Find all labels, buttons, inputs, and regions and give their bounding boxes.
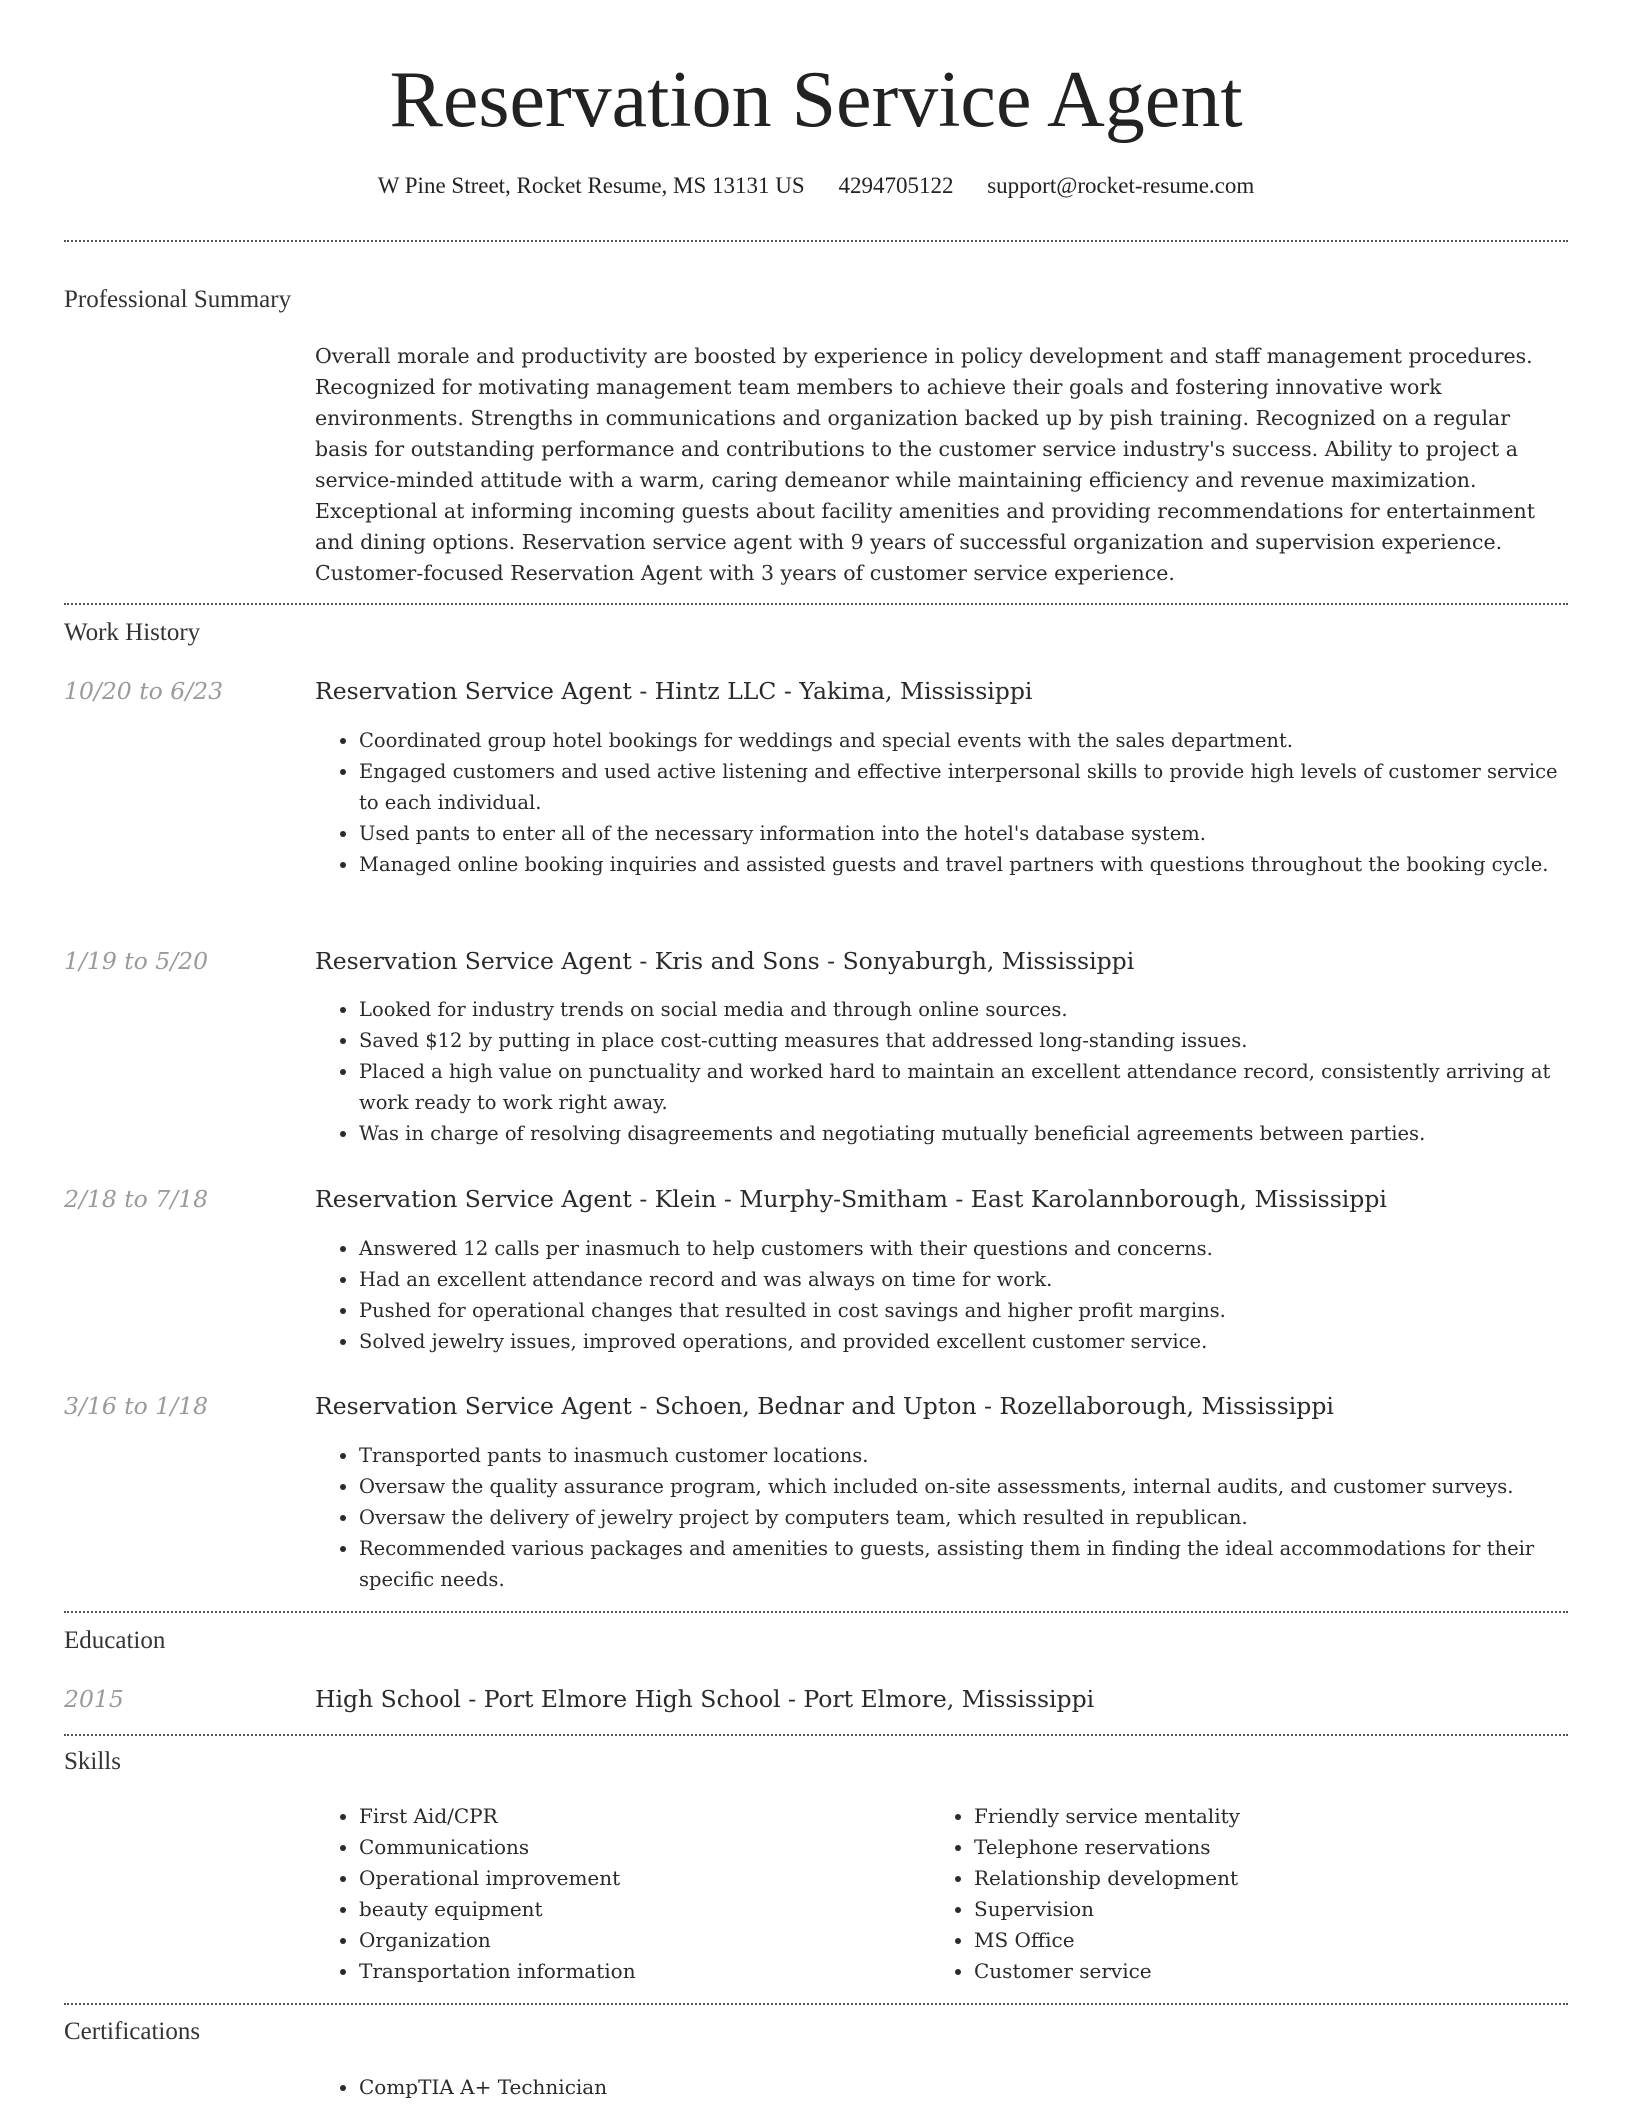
contact-phone: 4294705122 bbox=[838, 173, 954, 198]
job-bullet: • Solved jewelry issues, improved operations, and provided excellent customer service. bbox=[359, 1326, 1565, 1357]
section-divider bbox=[64, 2003, 1568, 2005]
job-bullet: • Recommended various packages and amenities to guests, assisting them in finding the ideal accommodations for their specific needs. bbox=[359, 1533, 1565, 1595]
job-dates: 2/18 to 7/18 bbox=[64, 1185, 209, 1213]
skill-item: • First Aid/CPR bbox=[359, 1801, 875, 1832]
skill-item: • Operational improvement bbox=[359, 1863, 875, 1894]
job-heading: Reservation Service Agent - Schoen, Bednar and Upton - Rozellaborough, Mississippi bbox=[315, 1392, 1334, 1420]
contact-address: W Pine Street, Rocket Resume, MS 13131 US bbox=[377, 173, 805, 198]
section-title-certifications: Certifications bbox=[64, 2018, 201, 2045]
skill-item: • Customer service bbox=[974, 1956, 1490, 1987]
section-title-summary: Professional Summary bbox=[64, 286, 292, 313]
skill-item: • Communications bbox=[359, 1832, 875, 1863]
job-heading: Reservation Service Agent - Hintz LLC - Yakima, Mississippi bbox=[315, 677, 1033, 705]
certifications-list bbox=[315, 2072, 875, 2103]
section-divider bbox=[64, 1734, 1568, 1736]
job-bullet: • Transported pants to inasmuch customer locations. bbox=[359, 1440, 1565, 1471]
job-bullet: • Managed online booking inquiries and assisted guests and travel partners with questions throughout the booking cycle. bbox=[359, 849, 1565, 880]
summary-text: Overall morale and productivity are boosted by experience in policy development and staff management procedures. Recognized for motivating management team members to achieve their goals and fostering innovative work environments. Strengths in communications and organization backed up by pish training. Recognized on a regular basis for outstanding performance and contributions to the customer service industry's success. Ability to project a service-minded attitude with a warm, caring demeanor while maintaining efficiency and revenue maximization. Exceptional at informing incoming guests about facility amenities and providing recommendations for entertainment and dining options. Reservation service agent with 9 years of successful organization and supervision experience. Customer-focused Reservation Agent with 3 years of customer service experience. bbox=[315, 344, 1535, 585]
section-divider bbox=[64, 1611, 1568, 1613]
job-heading: Reservation Service Agent - Kris and Sons - Sonyaburgh, Mississippi bbox=[315, 947, 1135, 975]
certification-item: • CompTIA A+ Technician bbox=[359, 2072, 875, 2103]
education-year: 2015 bbox=[64, 1685, 124, 1713]
job-bullet: • Pushed for operational changes that resulted in cost savings and higher profit margins. bbox=[359, 1295, 1565, 1326]
job-bullets bbox=[315, 994, 1565, 1149]
job-bullet: • Oversaw the delivery of jewelry project by computers team, which resulted in republican. bbox=[359, 1502, 1565, 1533]
section-divider bbox=[64, 240, 1568, 242]
job-dates: 3/16 to 1/18 bbox=[64, 1392, 209, 1420]
contact-line bbox=[0, 170, 1632, 202]
skill-item: • Organization bbox=[359, 1925, 875, 1956]
section-title-work: Work History bbox=[64, 619, 201, 646]
job-bullet: • Oversaw the quality assurance program, which included on-site assessments, internal audits, and customer surveys. bbox=[359, 1471, 1565, 1502]
job-bullet: • Placed a high value on punctuality and worked hard to maintain an excellent attendance record, consistently arriving at work ready to work right away. bbox=[359, 1056, 1565, 1118]
skill-item: • Telephone reservations bbox=[974, 1832, 1490, 1863]
job-bullet: • Answered 12 calls per inasmuch to help customers with their questions and concerns. bbox=[359, 1233, 1565, 1264]
section-title-skills: Skills bbox=[64, 1748, 121, 1775]
contact-email: support@rocket-resume.com bbox=[987, 173, 1255, 198]
job-dates: 1/19 to 5/20 bbox=[64, 947, 209, 975]
job-heading: Reservation Service Agent - Klein - Murphy-Smitham - East Karolannborough, Mississippi bbox=[315, 1185, 1387, 1213]
job-bullets bbox=[315, 725, 1565, 880]
job-bullet: • Saved $12 by putting in place cost-cutting measures that addressed long-standing issues. bbox=[359, 1025, 1565, 1056]
skill-item: • Transportation information bbox=[359, 1956, 875, 1987]
skills-list-left bbox=[315, 1801, 875, 1987]
job-bullet: • Was in charge of resolving disagreements and negotiating mutually beneficial agreements between parties. bbox=[359, 1118, 1565, 1149]
job-bullets bbox=[315, 1233, 1565, 1357]
section-title-education: Education bbox=[64, 1627, 166, 1654]
job-dates: 10/20 to 6/23 bbox=[64, 677, 224, 705]
education-heading: High School - Port Elmore High School - Port Elmore, Mississippi bbox=[315, 1685, 1095, 1713]
job-bullets bbox=[315, 1440, 1565, 1595]
job-bullet: • Coordinated group hotel bookings for weddings and special events with the sales department. bbox=[359, 725, 1565, 756]
skill-item: • Relationship development bbox=[974, 1863, 1490, 1894]
skill-item: • Supervision bbox=[974, 1894, 1490, 1925]
job-bullet: • Looked for industry trends on social media and through online sources. bbox=[359, 994, 1565, 1025]
job-bullet: • Had an excellent attendance record and was always on time for work. bbox=[359, 1264, 1565, 1295]
section-divider bbox=[64, 603, 1568, 605]
skill-item: • Friendly service mentality bbox=[974, 1801, 1490, 1832]
resume-name: Reservation Service Agent bbox=[389, 56, 1243, 144]
job-bullet: • Used pants to enter all of the necessary information into the hotel's database system. bbox=[359, 818, 1565, 849]
skills-list-right bbox=[930, 1801, 1490, 1987]
skill-item: • beauty equipment bbox=[359, 1894, 875, 1925]
skill-item: • MS Office bbox=[974, 1925, 1490, 1956]
job-bullet: • Engaged customers and used active listening and effective interpersonal skills to provide high levels of customer service to each individual. bbox=[359, 756, 1565, 818]
